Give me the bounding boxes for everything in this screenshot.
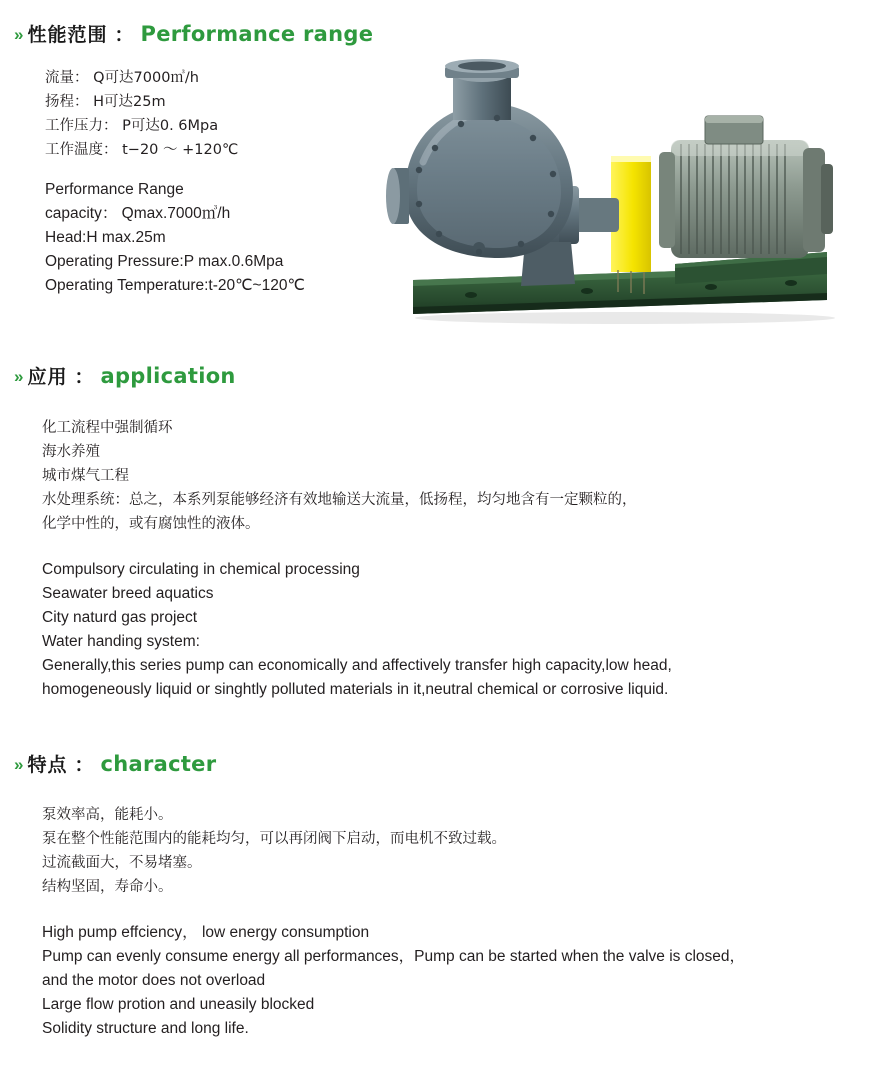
section-heading-colon: ： <box>74 366 94 388</box>
performance-cn-list <box>45 66 375 162</box>
list-item: Generally,this series pump can economically and affectively transfer high capacity,low head, <box>42 657 672 674</box>
list-item: Operating Temperature:t-20℃~120℃ <box>45 277 305 294</box>
list-item: Operating Pressure:P max.0.6Mpa <box>45 253 284 270</box>
list-item: and the motor does not overload <box>42 972 266 989</box>
chevron-right-icon: » <box>14 25 21 44</box>
chevron-right-icon: » <box>14 755 21 774</box>
list-item: 海水养殖 <box>42 444 100 460</box>
performance-en-list <box>45 178 375 298</box>
performance-text-block <box>45 66 375 298</box>
section-heading-en: application <box>100 364 236 388</box>
list-item: Seawater breed aquatics <box>42 585 214 602</box>
list-item: Performance Range <box>45 181 184 198</box>
list-item: capacity： Qmax.7000㎥/h <box>45 205 231 222</box>
section-heading-cn: 特点 <box>27 754 68 776</box>
list-item: 泵效率高，能耗小。 <box>42 807 173 823</box>
application-cn-list <box>42 416 802 536</box>
list-item: 泵在整个性能范围内的能耗均匀，可以再闭阀下启动，而电机不致过载。 <box>42 831 506 847</box>
application-en-list <box>42 558 802 702</box>
section-heading-performance <box>0 20 373 47</box>
list-item: 流量： Q可达7000㎥/h <box>45 70 199 86</box>
list-item: Head:H max.25m <box>45 229 166 246</box>
character-text-block <box>42 803 832 1041</box>
list-item: 城市煤气工程 <box>42 468 129 484</box>
list-item: Compulsory circulating in chemical processing <box>42 561 360 578</box>
list-item: 化工流程中强制循环 <box>42 420 173 436</box>
section-heading-application <box>0 362 236 389</box>
chevron-right-icon: » <box>14 367 21 386</box>
list-item: 工作压力： P可达0. 6Mpa <box>45 118 219 134</box>
section-heading-cn: 应用 <box>27 366 68 388</box>
section-heading-en: character <box>100 752 217 776</box>
list-item: 水处理系统：总之，本系列泵能够经济有效地输送大流量，低扬程，均匀地含有一定颗粒的， <box>42 492 637 508</box>
pump-figure <box>375 52 867 324</box>
list-item: 结构坚固，寿命小。 <box>42 879 173 895</box>
list-item: High pump effciency， low energy consumption <box>42 924 370 941</box>
application-text-block <box>42 416 802 702</box>
list-item: Pump can evenly consume energy all performances，Pump can be started when the valve is closed， <box>42 948 746 965</box>
character-cn-list <box>42 803 832 899</box>
list-item: homogeneously liquid or singhtly polluted materials in it,neutral chemical or corrosive liquid. <box>42 681 669 698</box>
section-heading-en: Performance range <box>140 22 374 46</box>
character-en-list <box>42 921 832 1041</box>
list-item: 过流截面大，不易堵塞。 <box>42 855 202 871</box>
section-heading-cn: 性能范围 <box>27 24 108 46</box>
pump-illustration <box>375 52 867 324</box>
list-item: 扬程： H可达25m <box>45 94 166 110</box>
list-item: City naturd gas project <box>42 609 198 626</box>
list-item: 工作温度： t−20 ～ +120℃ <box>45 142 239 158</box>
section-heading-colon: ： <box>74 754 94 776</box>
section-heading-colon: ： <box>114 24 134 46</box>
list-item: Water handing system: <box>42 633 200 650</box>
list-item: Solidity structure and long life. <box>42 1020 249 1037</box>
section-heading-character <box>0 750 216 777</box>
list-item: 化学中性的，或有腐蚀性的液体。 <box>42 516 260 532</box>
list-item: Large flow protion and uneasily blocked <box>42 996 315 1013</box>
